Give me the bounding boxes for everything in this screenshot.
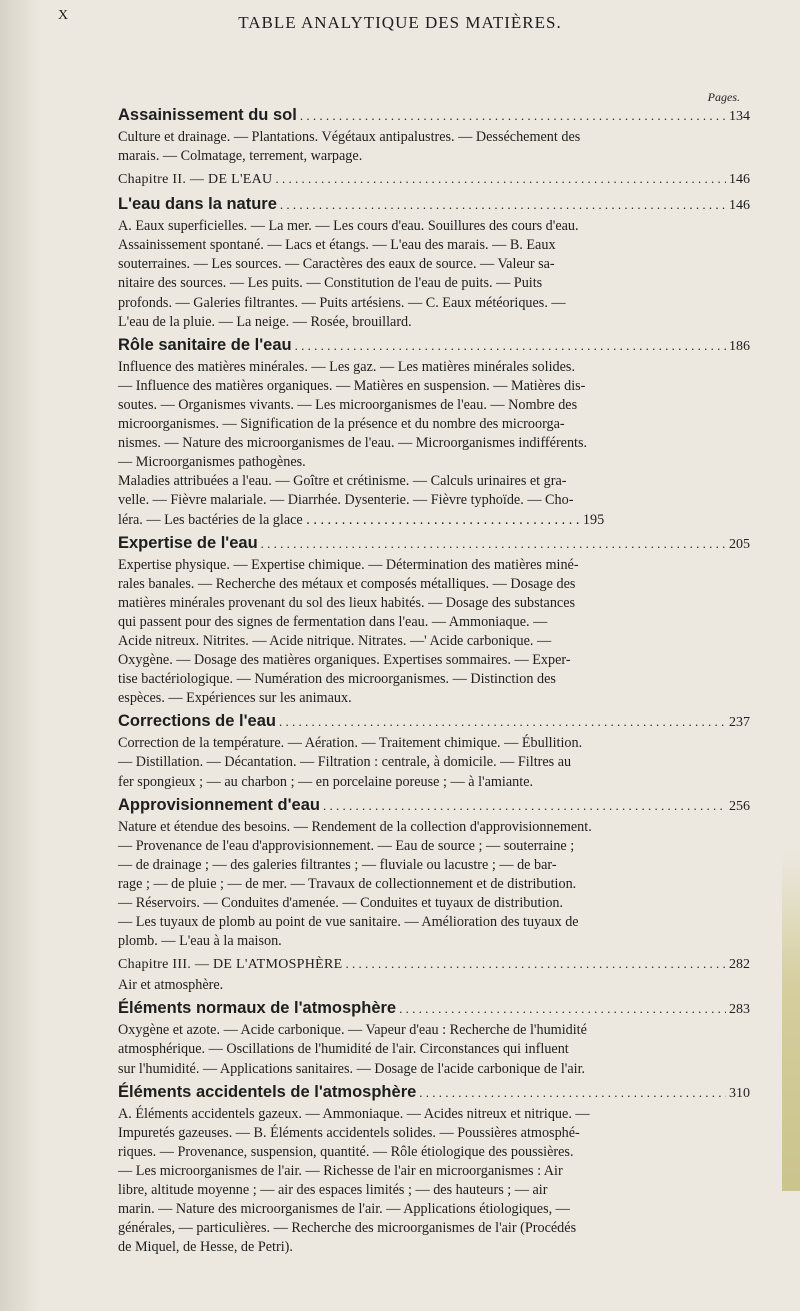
page-number: 237 — [729, 715, 750, 731]
description-line: nismes. — Nature des microorganismes de l'eau. — Microorganismes indifférents. — [118, 435, 588, 452]
description-line: Oxygène. — Dosage des matières organiques. Expertises sommaires. — Exper- — [118, 652, 571, 669]
entry-title: Corrections de l'eau — [118, 712, 276, 731]
description-line: générales, — particulières. — Recherche des microorganismes de l'air (Procédés — [118, 1220, 577, 1237]
toc-entry — [118, 532, 750, 709]
description-line: profonds. — Galeries filtrantes. — Puits artésiens. — C. Eaux météoriques. — — [118, 294, 566, 311]
entry-title: Chapitre III. — DE L'ATMOSPHÈRE — [118, 957, 343, 973]
page-number: 134 — [729, 109, 750, 124]
description-line: marais. — Colmatage, terrement, warpage. — [118, 148, 363, 165]
page-number: 146 — [729, 172, 750, 188]
description-line: tise bactériologique. — Numération des microorganismes. — Distinction des — [118, 671, 556, 688]
entry-description — [118, 358, 750, 530]
leader-dots — [346, 953, 726, 975]
entry-title: Éléments accidentels de l'atmosphère — [118, 1082, 417, 1101]
section-heading — [118, 1081, 750, 1105]
page-number: 256 — [729, 798, 750, 814]
description-line: Maladies attribuées a l'eau. — Goître et crétinisme. — Calculs urinaires et gra- — [118, 473, 567, 490]
description-line: Influence des matières minérales. — Les gaz. — Les matières minérales solides. — [118, 358, 575, 375]
page-edge-stain — [782, 851, 800, 1191]
entry-title: Expertise de l'eau — [118, 533, 258, 552]
description-line: A. Eaux superficielles. — La mer. — Les cours d'eau. Souillures des cours d'eau. — [118, 218, 579, 235]
leader-dots — [280, 194, 726, 216]
description-line: — Influence des matières organiques. — Matières en suspension. — Matières dis- — [118, 377, 586, 394]
entry-title: Rôle sanitaire de l'eau — [118, 335, 292, 354]
description-line: — Microorganismes pathogènes. — [118, 454, 306, 471]
description-line: Oxygène et azote. — Acide carbonique. — Vapeur d'eau : Recherche de l'humidité — [118, 1022, 587, 1039]
table-of-contents — [118, 102, 750, 1258]
page-number: 310 — [729, 1085, 750, 1101]
toc-entry — [118, 193, 750, 332]
toc-entry — [118, 168, 750, 191]
page-number: 186 — [729, 338, 750, 354]
description-line: Expertise physique. — Expertise chimique. — Détermination des matières miné- — [118, 556, 579, 573]
entry-title: L'eau dans la nature — [118, 195, 277, 214]
description-line: espèces. — Expériences sur les animaux. — [118, 690, 352, 707]
toc-entry — [118, 794, 750, 952]
description-line: fer spongieux ; — au charbon ; — en porcelaine poreuse ; — à l'amiante. — [118, 773, 534, 790]
description-line: qui passent pour des signes de fermentation dans l'eau. — Ammoniaque. — — [118, 613, 548, 630]
section-heading — [118, 794, 750, 818]
chapter-heading — [118, 168, 750, 191]
description-line: A. Éléments accidentels gazeux. — Ammoniaque. — Acides nitreux et nitrique. — — [118, 1105, 590, 1122]
entry-description — [118, 976, 750, 995]
toc-entry — [118, 334, 750, 530]
entry-title: Approvisionnement d'eau — [118, 795, 320, 814]
leader-dots — [261, 533, 726, 555]
description-line: marin. — Nature des microorganismes de l'air. — Applications étiologiques, — — [118, 1201, 570, 1218]
description-line: microorganismes. — Signification de la présence et du nombre des microorga- — [118, 416, 565, 433]
description-line: nitaire des sources. — Les puits. — Constitution de l'eau de puits. — Puits — [118, 275, 543, 292]
leader-dots — [279, 711, 726, 733]
entry-description — [118, 818, 750, 952]
leader-dots — [295, 335, 726, 357]
leader-dots — [419, 1082, 726, 1104]
description-line: L'eau de la pluie. — La neige. — Rosée, brouillard. — [118, 313, 412, 330]
entry-title: Chapitre II. — DE L'EAU — [118, 172, 273, 188]
entry-description — [118, 1105, 750, 1258]
description-line: sur l'humidité. — Applications sanitaires. — Dosage de l'acide carbonique de l'air. — [118, 1060, 586, 1077]
description-line: léra. — Les bactéries de la glace . . . . . . . . . . . . . . . . . . . . . . . . . . . . . . . . . . . . . . . 195 — [118, 511, 605, 528]
description-line: rage ; — de pluie ; — de mer. — Travaux de collectionnement et de distribution. — [118, 875, 577, 892]
pages-column-label: Pages. — [707, 90, 740, 104]
description-line: libre, altitude moyenne ; — air des espaces limités ; — des hauteurs ; — air — [118, 1182, 548, 1199]
description-line: Assainissement spontané. — Lacs et étangs. — L'eau des marais. — B. Eaux — [118, 237, 556, 254]
leader-dots — [323, 795, 726, 817]
leader-dots — [300, 105, 726, 127]
entry-description — [118, 734, 750, 791]
toc-entry — [118, 953, 750, 995]
description-line: Air et atmosphère. — [118, 977, 224, 994]
description-line: — Les tuyaux de plomb au point de vue sanitaire. — Amélioration des tuyaux de — [118, 914, 579, 931]
description-line: — Réservoirs. — Conduites d'amenée. — Conduites et tuyaux de distribution. — [118, 895, 564, 911]
leader-dots — [275, 168, 726, 190]
description-line: matières minérales provenant du sol des lieux habités. — Dosage des substances — [118, 594, 576, 611]
page-folio: X — [58, 8, 69, 23]
running-head: TABLE ANALYTIQUE DES MATIÈRES. — [238, 13, 562, 32]
description-line: Correction de la température. — Aération. — Traitement chimique. — Ébullition. — [118, 735, 583, 752]
entry-title: Éléments normaux de l'atmosphère — [118, 999, 397, 1018]
section-heading — [118, 710, 750, 734]
page-number: 283 — [729, 1002, 750, 1018]
section-heading — [118, 997, 750, 1021]
description-line: Culture et drainage. — Plantations. Végétaux antipalustres. — Desséchement des — [118, 129, 581, 145]
binding-shadow — [0, 0, 40, 1311]
description-line: de Miquel, de Hesse, de Petri). — [118, 1239, 293, 1256]
page-number: 146 — [729, 198, 750, 214]
description-line: Impuretés gazeuses. — B. Éléments accidentels solides. — Poussières atmosphé- — [118, 1124, 580, 1141]
description-line: plomb. — L'eau à la maison. — [118, 933, 282, 950]
description-line: — Distillation. — Décantation. — Filtration : centrale, à domicile. — Filtres au — [118, 754, 572, 771]
entry-title: Assainissement du sol — [118, 106, 297, 124]
description-line: rales banales. — Recherche des métaux et composés métalliques. — Dosage des — [118, 575, 576, 592]
description-line: soutes. — Organismes vivants. — Les microorganismes de l'eau. — Nombre des — [118, 396, 578, 413]
toc-entry — [118, 1081, 750, 1258]
description-line: riques. — Provenance, suspension, quantité. — Rôle étiologique des poussières. — [118, 1143, 574, 1160]
chapter-heading — [118, 953, 750, 976]
toc-entry — [118, 710, 750, 791]
section-heading — [118, 104, 750, 128]
description-line: velle. — Fièvre malariale. — Diarrhée. Dysenterie. — Fièvre typhoïde. — Cho- — [118, 492, 574, 509]
description-line: Acide nitreux. Nitrites. — Acide nitrique. Nitrates. —' Acide carbonique. — — [118, 632, 552, 649]
section-heading — [118, 193, 750, 217]
description-line: Nature et étendue des besoins. — Rendement de la collection d'approvisionnement. — [118, 818, 592, 835]
page-number: 205 — [729, 536, 750, 552]
leader-dots — [399, 998, 726, 1020]
page-number: 282 — [729, 957, 750, 973]
entry-description — [118, 217, 750, 332]
description-line: — Les microorganismes de l'air. — Richesse de l'air en microorganismes : Air — [118, 1162, 563, 1179]
description-line: atmosphérique. — Oscillations de l'humidité de l'air. Circonstances qui influent — [118, 1041, 569, 1058]
toc-entry — [118, 997, 750, 1078]
section-heading — [118, 334, 750, 358]
entry-description — [118, 128, 750, 166]
entry-description — [118, 556, 750, 709]
entry-description — [118, 1021, 750, 1078]
description-line: — Provenance de l'eau d'approvisionnement. — Eau de source ; — souterraine ; — [118, 837, 575, 854]
description-line: souterraines. — Les sources. — Caractères des eaux de source. — Valeur sa- — [118, 256, 555, 273]
toc-entry — [118, 104, 750, 166]
description-line: — de drainage ; — des galeries filtrantes ; — fluviale ou lacustre ; — de bar- — [118, 856, 557, 873]
section-heading — [118, 532, 750, 556]
